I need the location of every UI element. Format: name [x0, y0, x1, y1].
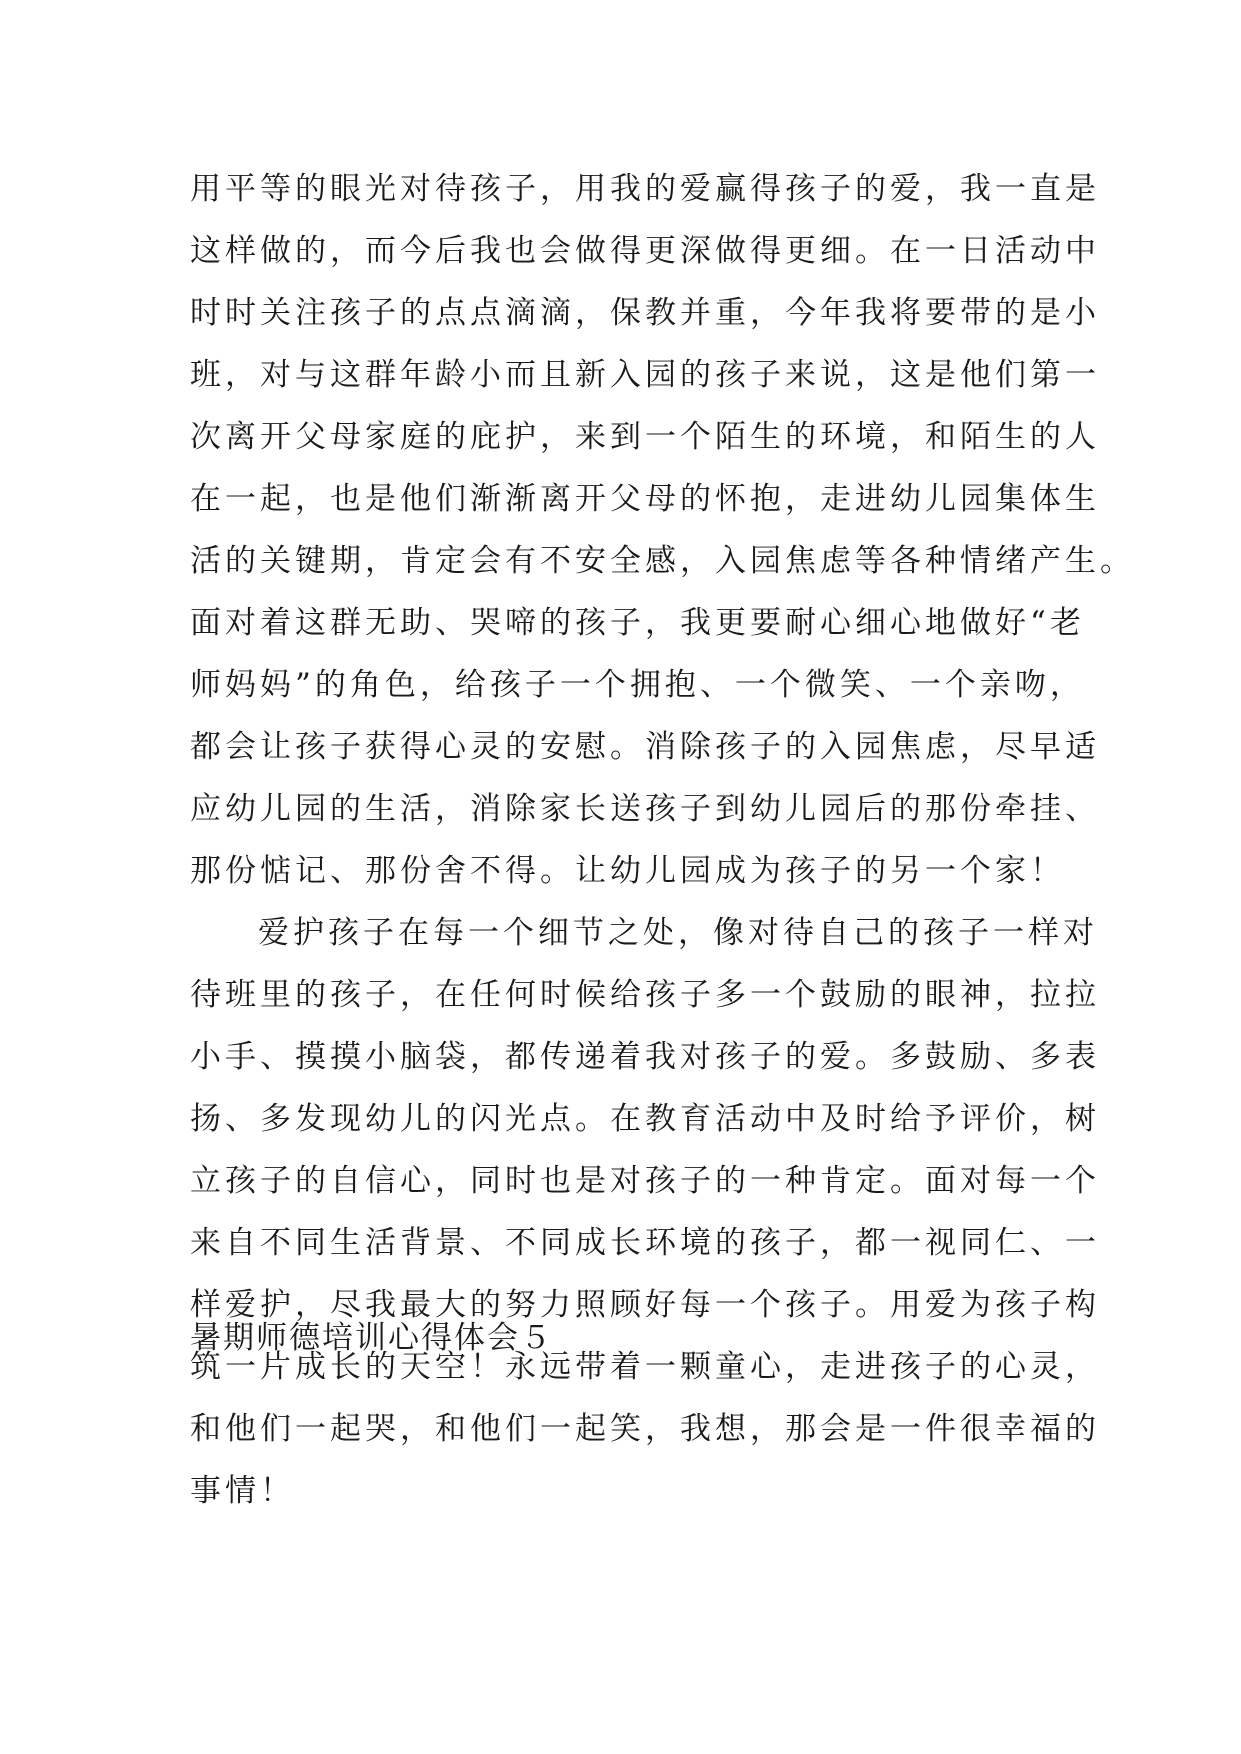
paragraph-line: 扬、多发现幼儿的闪光点。在教育活动中及时给予评价，树	[190, 1101, 1100, 1137]
paragraph-line: 样爱护，尽我最大的努力照顾好每一个孩子。用爱为孩子构	[190, 1287, 1100, 1323]
paragraph-line: 次离开父母家庭的庇护，来到一个陌生的环境，和陌生的人	[190, 419, 1100, 455]
paragraph-line: 待班里的孩子，在任何时候给孩子多一个鼓励的眼神，拉拉	[190, 977, 1100, 1013]
paragraph-line: 和他们一起哭，和他们一起笑，我想，那会是一件很幸福的	[190, 1411, 1100, 1447]
paragraph-line: 在一起，也是他们渐渐离开父母的怀抱，走进幼儿园集体生	[190, 481, 1100, 517]
paragraph-line: 小手、摸摸小脑袋，都传递着我对孩子的爱。多鼓励、多表	[190, 1039, 1100, 1075]
paragraph-line: 应幼儿园的生活，消除家长送孩子到幼儿园后的那份牵挂、	[190, 791, 1100, 827]
paragraph-line: 那份惦记、那份舍不得。让幼儿园成为孩子的另一个家！	[190, 853, 1065, 889]
paragraph-line: 来自不同生活背景、不同成长环境的孩子，都一视同仁、一	[190, 1225, 1100, 1261]
paragraph-line: 面对着这群无助、哭啼的孩子，我更要耐心细心地做好“老	[190, 605, 1085, 641]
section-heading: 暑期师德培训心得体会５	[190, 1320, 553, 1356]
paragraph-line: 师妈妈”的角色，给孩子一个拥抱、一个微笑、一个亲吻，	[190, 667, 1085, 703]
paragraph-line: 这样做的，而今后我也会做得更深做得更细。在一日活动中	[190, 233, 1100, 269]
paragraph-line: 都会让孩子获得心灵的安慰。消除孩子的入园焦虑，尽早适	[190, 729, 1100, 765]
paragraph-line: 立孩子的自信心，同时也是对孩子的一种肯定。面对每一个	[190, 1163, 1100, 1199]
paragraph-1	[190, 158, 1135, 902]
paragraph-line: 时时关注孩子的点点滴滴，保教并重，今年我将要带的是小	[190, 295, 1100, 331]
paragraph-line: 爱护孩子在每一个细节之处，像对待自己的孩子一样对	[258, 915, 1098, 951]
paragraph-line: 用平等的眼光对待孩子，用我的爱赢得孩子的爱，我一直是	[190, 171, 1100, 207]
paragraph-line: 活的关键期，肯定会有不安全感，入园焦虑等各种情绪产生。	[190, 543, 1135, 579]
paragraph-line: 筑一片成长的天空！永远带着一颗童心，走进孩子的心灵，	[190, 1349, 1100, 1385]
paragraph-line: 事情！	[190, 1473, 295, 1509]
paragraph-2	[190, 902, 1100, 1522]
paragraph-line: 班，对与这群年龄小而且新入园的孩子来说，这是他们第一	[190, 357, 1100, 393]
